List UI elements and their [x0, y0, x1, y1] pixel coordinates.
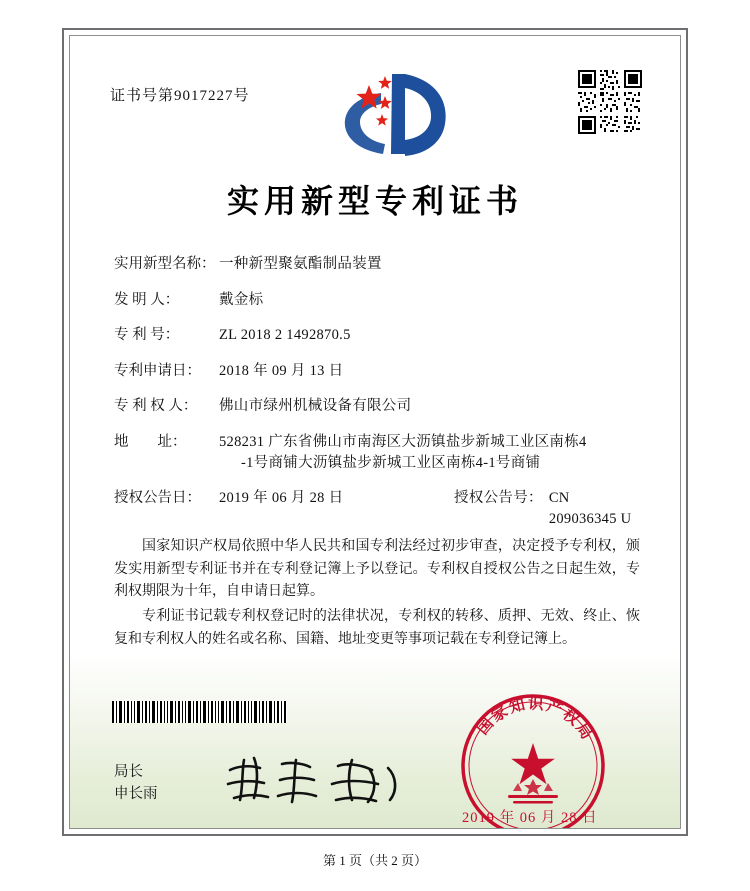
field-patent-number: [114, 325, 640, 346]
director-name: 申长雨: [114, 786, 158, 803]
seal-date: 2019 年 06 月 28 日: [462, 810, 598, 826]
signature-block: [114, 761, 158, 806]
cnipa-logo-icon: [335, 66, 453, 161]
address-line-1: 528231 广东省佛山市南海区大沥镇盐步新城工业区南栋4: [219, 433, 587, 450]
page-title: 实用新型专利证书: [226, 183, 523, 219]
field-value: ZL 2018 2 1492870.5: [219, 327, 351, 344]
address-line-2: -1号商铺大沥镇盐步新城工业区南栋4-1号商铺: [241, 454, 541, 471]
grant-date: 2019 年 06 月 28 日: [219, 490, 344, 507]
page-marker: 第 1 页（共 2 页）: [322, 853, 427, 868]
qr-code: [576, 68, 644, 136]
field-label: 授权公告日：: [114, 490, 201, 507]
field-label: 专 利 权 人：: [114, 398, 198, 415]
field-inventor: [114, 290, 640, 311]
field-label: 专利申请日：: [114, 362, 201, 379]
grant-number-label: 授权公告号：: [454, 490, 543, 507]
field-grant-announcement: [114, 488, 640, 530]
field-value: 戴金标: [219, 291, 264, 308]
field-label: 地 址：: [114, 433, 187, 450]
field-value: 佛山市绿州机械设备有限公司: [219, 398, 412, 415]
paragraph-2: 专利证书记载专利权登记时的法律状况，专利权的转移、质押、无效、终止、恢复和专利权人的姓名或名称、国籍、地址变更等事项记载在专利登记簿上。: [114, 609, 640, 647]
barcode: [112, 701, 287, 723]
field-label: 实用新型名称：: [114, 256, 216, 272]
certificate-inner: [69, 35, 681, 829]
field-value: 一种新型聚氨酯制品装置: [219, 256, 382, 272]
field-application-date: [114, 361, 640, 382]
certificate-frame: [62, 28, 688, 836]
handwritten-signature: [220, 754, 410, 810]
field-label: 发 明 人：: [114, 291, 180, 308]
grant-number: CN 209036345 U: [548, 490, 632, 528]
field-value-block: [219, 432, 640, 474]
field-patentee: [114, 396, 640, 417]
svg-text:国家知识产权局: 国家知识产权局: [474, 695, 597, 745]
director-label: 局长: [114, 764, 143, 780]
field-address: [114, 432, 640, 474]
legal-text: [114, 536, 640, 653]
field-label: 专 利 号：: [114, 327, 180, 344]
paragraph-1: 国家知识产权局依照中华人民共和国专利法经过初步审查，决定授予专利权，颁发实用新型专利证书并在专利登记簿上予以登记。专利权自授权公告之日起生效，专利权期限为十年，自申请日起算。: [114, 539, 640, 600]
certificate-number: 证书号第9017227号: [110, 88, 250, 104]
field-utility-model-name: [114, 254, 640, 275]
field-value: 2018 年 09 月 13 日: [219, 362, 344, 379]
field-value-row: [219, 488, 640, 530]
field-list: [114, 254, 640, 545]
